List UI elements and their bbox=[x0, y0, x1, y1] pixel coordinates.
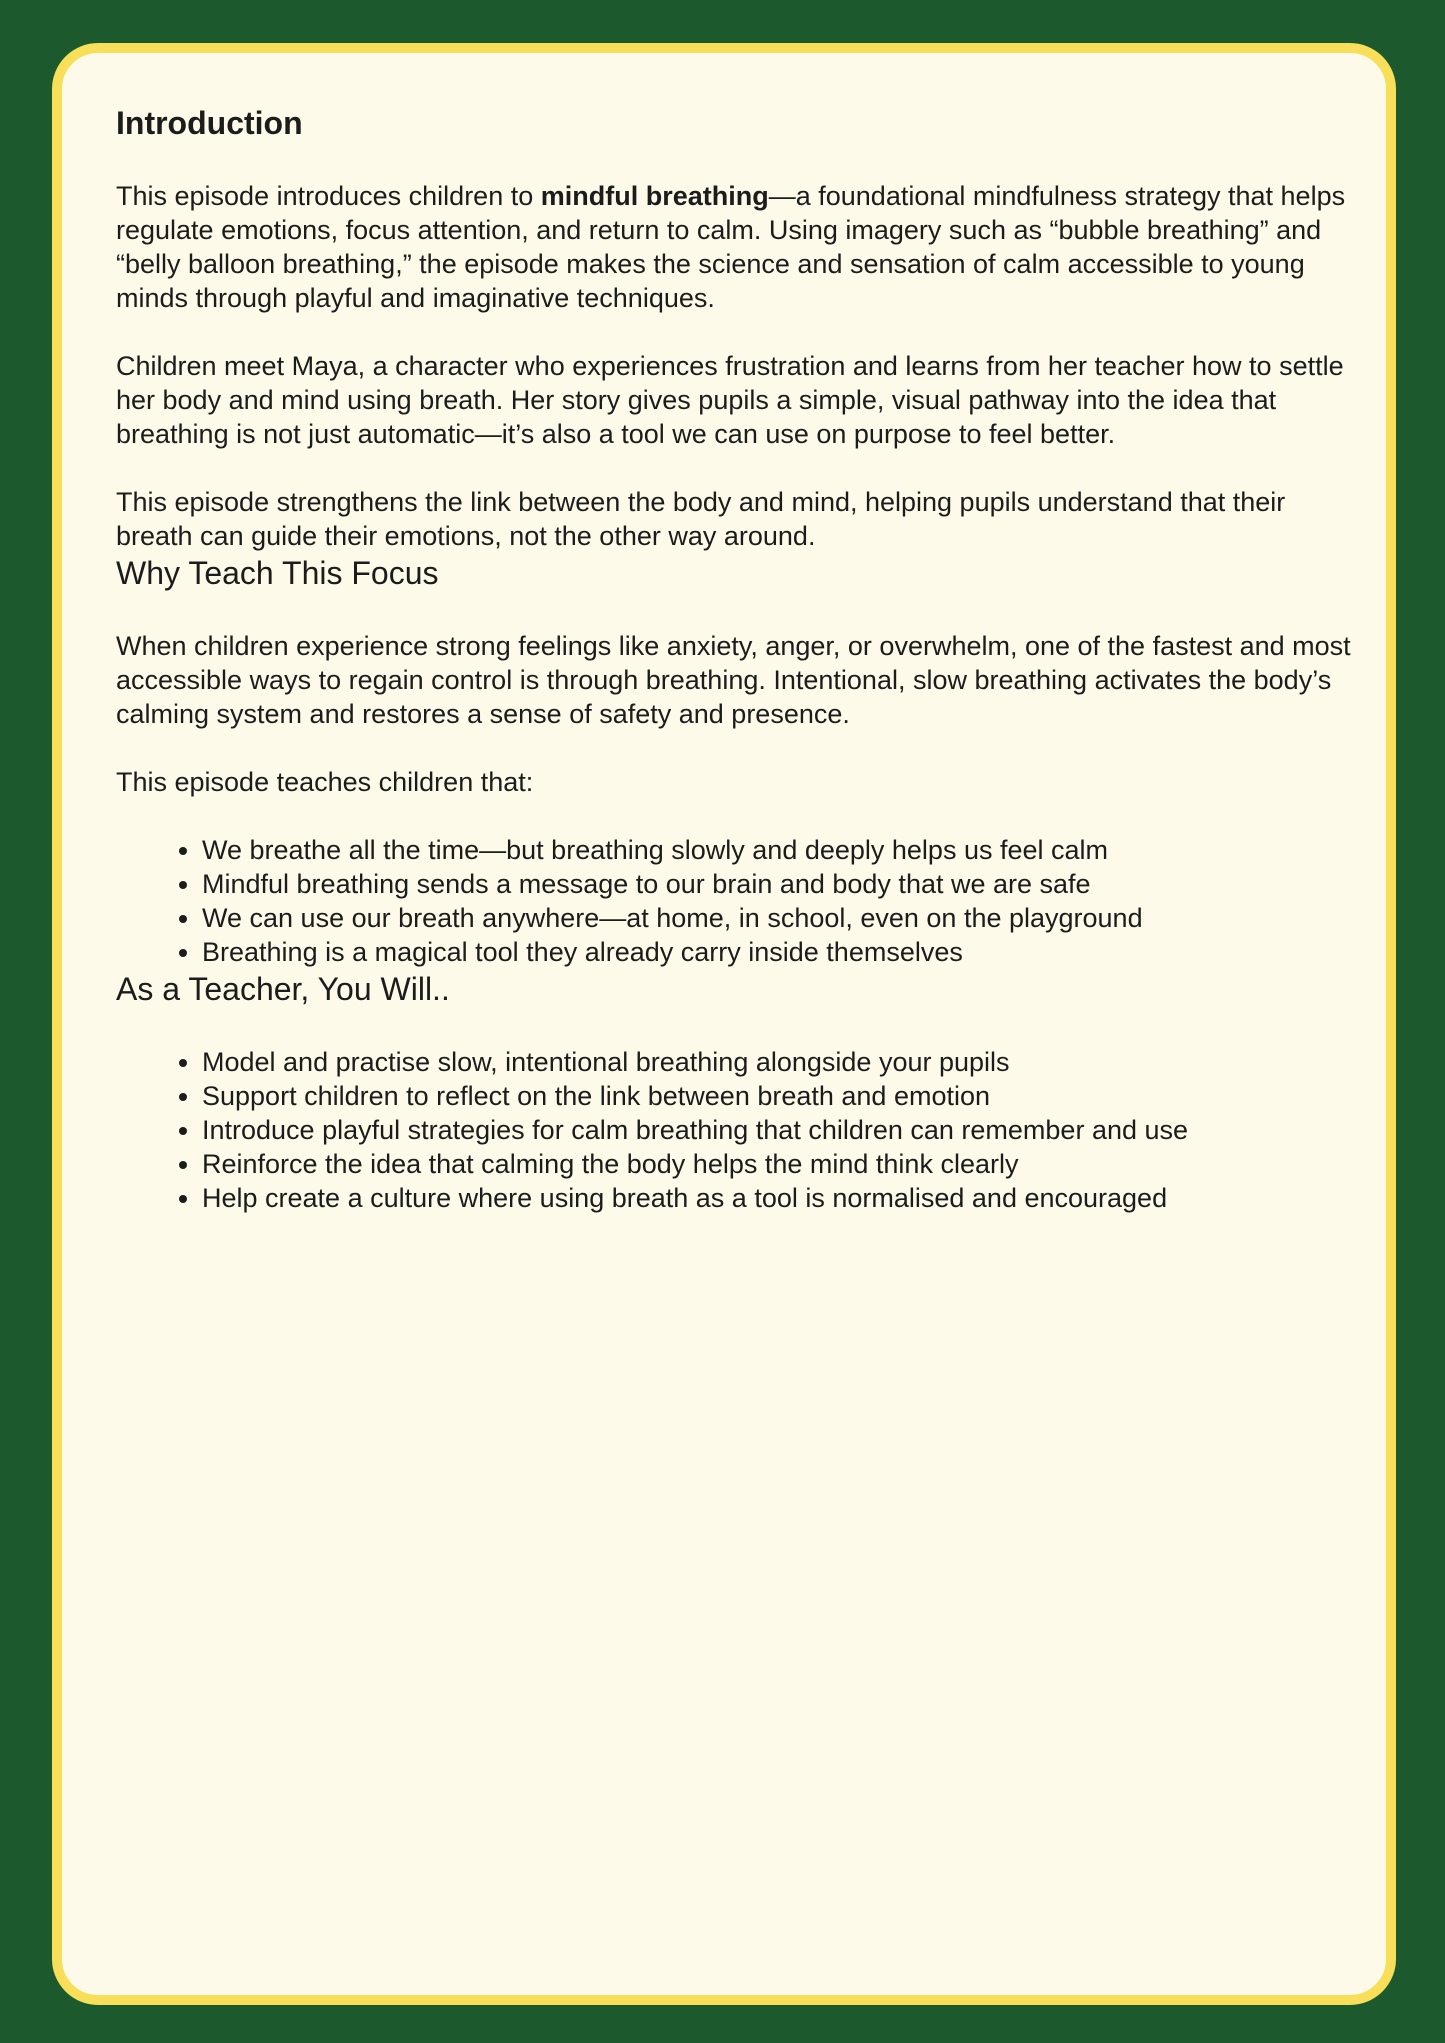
introduction-heading: Introduction bbox=[116, 105, 303, 141]
introduction-paragraph-1 bbox=[116, 179, 1366, 315]
why-teach-bullet-list bbox=[116, 833, 1366, 969]
why-teach-paragraph-1: When children experience strong feelings like anxiety, anger, or overwhelm, one of the fastest and most accessible ways to regain control is through breathing. Intentional, slow breathing activates the body’s calming system and restores a sense of safety and presence. bbox=[116, 631, 1351, 729]
introduction-paragraph-1-start: This episode introduces children to bbox=[116, 181, 541, 211]
list-item: • Help create a culture where using breath as a tool is normalised and encouraged bbox=[202, 1181, 1366, 1215]
introduction-paragraph-2: Children meet Maya, a character who experiences frustration and learns from her teacher how to settle her body and mind using breath. Her story gives pupils a simple, visual pathway into the idea that breathing is not just automatic—it’s also a tool we can use on purpose to feel better. bbox=[116, 351, 1344, 449]
mindful-breathing-term: mindful breathing bbox=[540, 181, 769, 211]
as-teacher-heading: As a Teacher, You Will.. bbox=[116, 971, 450, 1007]
document-body bbox=[116, 103, 1366, 1215]
list-item: • Breathing is a magical tool they already carry inside themselves bbox=[202, 935, 1366, 969]
list-item: • Support children to reflect on the link between breath and emotion bbox=[202, 1079, 1366, 1113]
why-teach-paragraph-2: This episode teaches children that: bbox=[116, 767, 534, 797]
list-item: • Model and practise slow, intentional breathing alongside your pupils bbox=[202, 1045, 1366, 1079]
list-item: • Introduce playful strategies for calm breathing that children can remember and use bbox=[202, 1113, 1366, 1147]
why-teach-heading: Why Teach This Focus bbox=[116, 555, 439, 591]
introduction-paragraph-3: This episode strengthens the link between the body and mind, helping pupils understand that their breath can guide their emotions, not the other way around. bbox=[116, 487, 1286, 551]
as-teacher-bullet-list bbox=[116, 1045, 1366, 1215]
list-item: • Reinforce the idea that calming the body helps the mind think clearly bbox=[202, 1147, 1366, 1181]
list-item: • We can use our breath anywhere—at home, in school, even on the playground bbox=[202, 901, 1366, 935]
list-item: • Mindful breathing sends a message to our brain and body that we are safe bbox=[202, 867, 1366, 901]
list-item: • We breathe all the time—but breathing slowly and deeply helps us feel calm bbox=[202, 833, 1366, 867]
content-card bbox=[52, 43, 1396, 2005]
introduction-paragraph-1-end: —a foundational mindfulness strategy that helps regulate emotions, focus attention, and return to calm. Using imagery such as “bubble breathing” and “belly balloon breathing,” the episode makes the science and sensation of calm accessible to young minds through playful and imaginative techniques. bbox=[116, 181, 1346, 313]
